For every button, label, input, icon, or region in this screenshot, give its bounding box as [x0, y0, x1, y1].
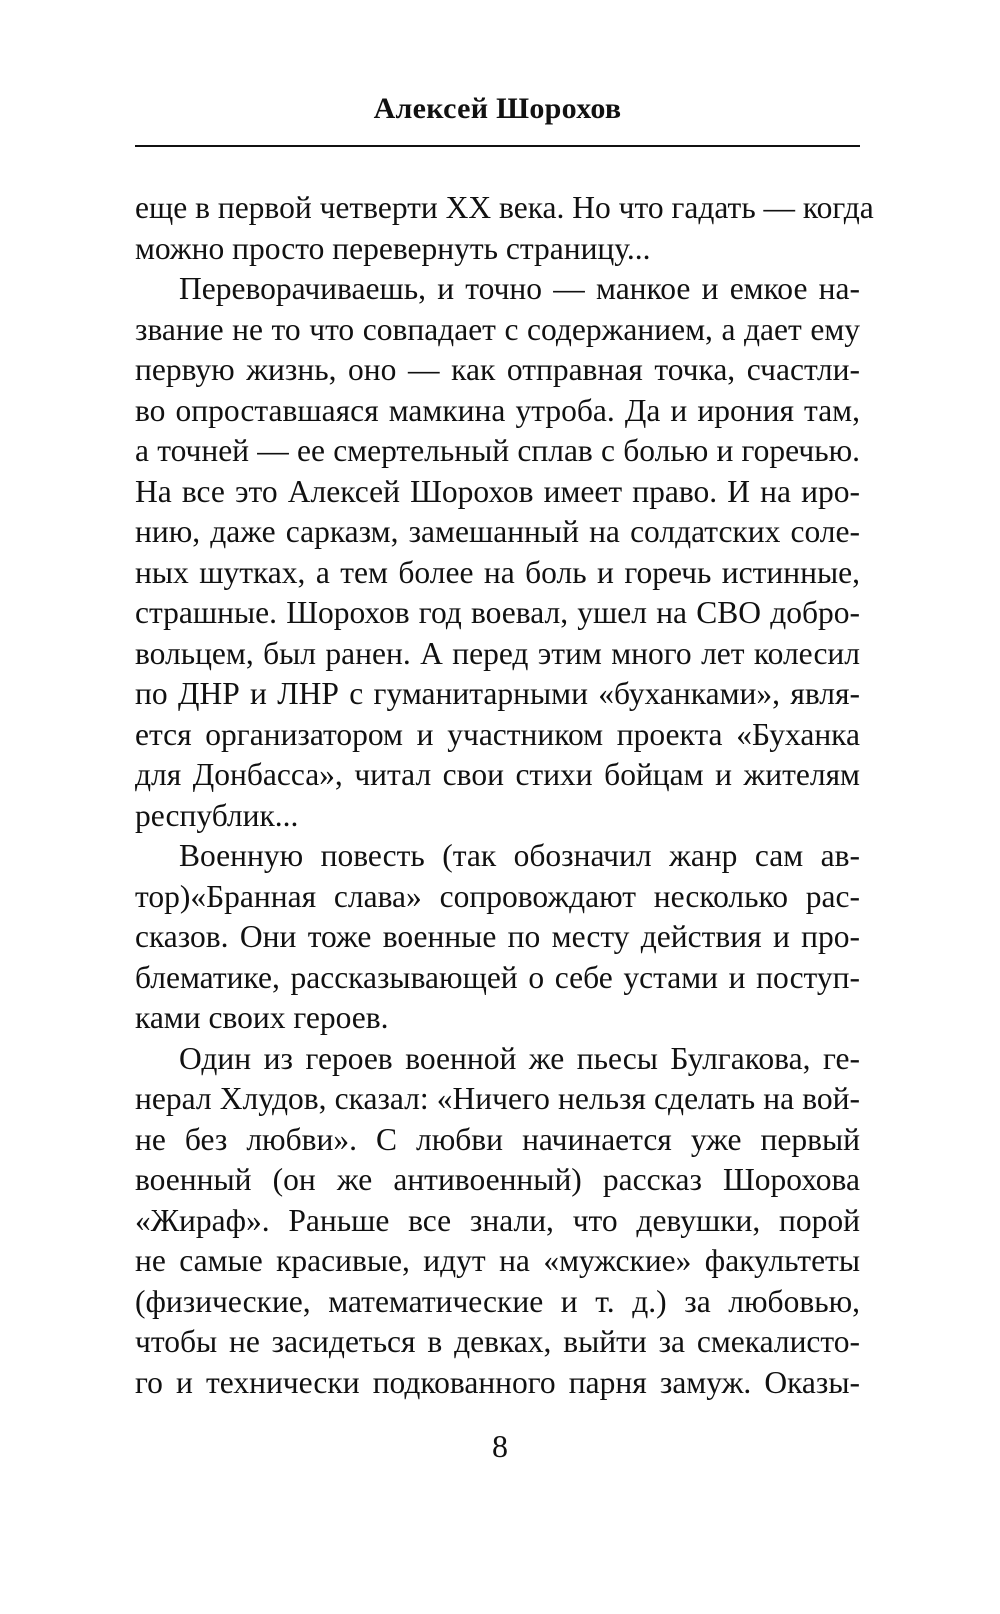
text-line: чтобы не засидеться в девках, выйти за смекалисто-: [135, 1324, 860, 1359]
page-number: 8: [492, 1428, 508, 1464]
text-line: сказов. Они тоже военные по месту действия и про-: [135, 919, 860, 954]
text-line: блематике, рассказывающей о себе устами и поступ-: [135, 959, 860, 995]
running-head: Алексей Шорохов: [373, 92, 622, 125]
text-line: страшные. Шорохов год воевал, ушел на СВО добро-: [135, 595, 860, 630]
text-line: нию, даже сарказм, замешанный на солдатских соле-: [135, 514, 860, 549]
text-line: не без любви». С любви начинается уже первый: [135, 1121, 860, 1157]
text-line: для Донбасса», читал свои стихи бойцам и жителям: [135, 757, 860, 792]
text-line: военный (он же антивоенный) рассказ Шорохова: [135, 1162, 860, 1197]
text-line: можно просто перевернуть страницу...: [135, 230, 651, 266]
text-line: ется организатором и участником проекта «Буханка: [135, 716, 860, 752]
text-line: Один из героев военной же пьесы Булгакова, ге-: [179, 1040, 860, 1076]
text-line: по ДНР и ЛНР с гуманитарными «буханками», явля-: [135, 676, 860, 711]
text-line: еще в первой четверти XX века. Но что гадать — когда: [135, 190, 874, 225]
text-line: вольцем, был ранен. А перед этим много лет колесил: [135, 635, 860, 671]
text-line: тор)«Бранная слава» сопровождают несколько рас-: [135, 878, 860, 914]
text-line: Переворачиваешь, и точно — манкое и емкое на-: [179, 271, 860, 306]
text-line: а точней — ее смертельный сплав с болью и горечью.: [135, 433, 860, 468]
text-line: нерал Хлудов, сказал: «Ничего нельзя сделать на вой-: [135, 1081, 860, 1116]
text-line: «Жираф». Раньше все знали, что девушки, порой: [135, 1202, 860, 1238]
text-line: (физические, математические и т. д.) за любовью,: [135, 1283, 860, 1319]
text-line: во опроставшаяся мамкина утроба. Да и ирония там,: [135, 392, 860, 428]
text-line: не самые красивые, идут на «мужские» факультеты: [135, 1243, 860, 1278]
text-line: ных шутках, а тем более на боль и горечь истинные,: [135, 554, 860, 590]
text-line: звание не то что совпадает с содержанием, а дает ему: [135, 311, 860, 347]
text-line: На все это Алексей Шорохов имеет право. И на иро-: [135, 473, 860, 509]
text-line: ками своих героев.: [135, 1000, 389, 1035]
text-line: Военную повесть (так обозначил жанр сам ав-: [179, 838, 860, 873]
text-line: го и технически подкованного парня замуж. Оказы-: [135, 1364, 860, 1400]
text-line: республик...: [135, 797, 299, 833]
body-text: [135, 188, 874, 1403]
text-line: первую жизнь, оно — как отправная точка, счастли-: [135, 352, 860, 387]
header-rule: [135, 145, 860, 147]
